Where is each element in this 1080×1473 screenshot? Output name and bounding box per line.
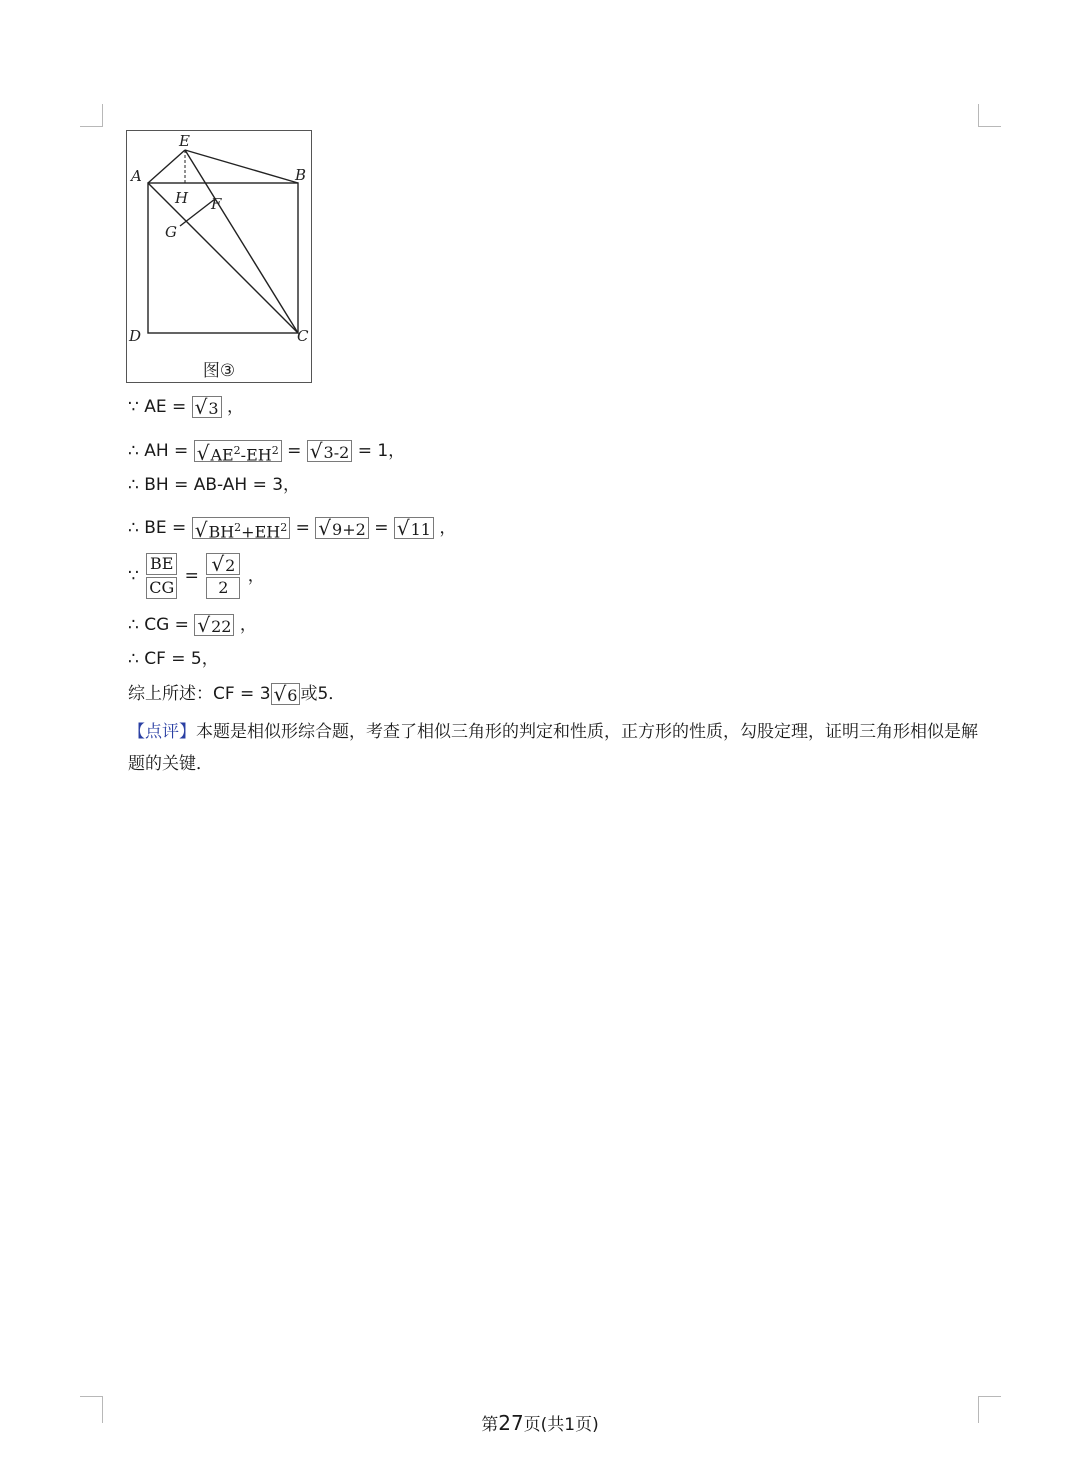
label-h: H [175,189,189,207]
line-be: ∴ BE = $√BH^2+EH^2 = √9+2 = √11$ ， [128,516,457,543]
fraction-sqrt2-2: $\frac{√2}{2}$ [206,553,240,599]
label-b: B [295,166,307,184]
line-ratio-prefix: ∵ [128,566,139,586]
comment-tag: 【点评】 [128,722,196,742]
figure-svg [127,131,311,382]
crop-mark-top-left [80,104,103,127]
sqrt-9-2: √9+2 [315,517,369,539]
radical-icon: √ [273,682,287,706]
segment-ae [148,150,185,183]
line-be-prefix: ∴ BE = [128,518,187,538]
radical-icon: √ [211,552,225,576]
line-ratio: ∵ $\frac{BE}{CG}$ = $\frac{√2}{2}$ ， [128,552,265,597]
line-summary-prefix: 综上所述：CF = 3 [128,684,271,704]
radical-icon: √ [196,441,210,466]
label-g: G [165,223,177,241]
line-ae-prefix: ∵ AE = [128,397,187,417]
radical-icon: √ [194,395,208,419]
line-ah: ∴ AH = $√AE^2-EH^2 = √3-2 = 1$， [128,439,406,466]
page-footer: 第27页(共1页) [481,1411,599,1435]
comment-paragraph [128,716,980,780]
diagonal-ac [148,183,298,333]
radical-icon: √ [318,516,332,540]
geometry-figure [126,130,312,383]
line-cg-prefix: ∴ CG = [128,615,189,635]
label-e: E [179,132,190,150]
line-ae: ∵ AE = √3 ， [128,395,244,419]
radical-icon: √ [396,516,410,540]
crop-mark-top-right [978,104,1001,127]
line-bh: ∴ BH = AB-AH = 3， [128,475,301,495]
line-cg: ∴ CG = √22 ， [128,613,257,637]
sqrt-22: √22 [194,614,234,636]
line-ah-prefix: ∴ AH = [128,441,189,461]
radical-icon: √ [309,439,323,463]
label-f: F [211,195,222,213]
label-d: D [129,327,142,345]
line-summary: 综上所述：CF = 3 √6 或5． [128,682,346,706]
fraction-be-cg: $\frac{BE}{CG}$ [146,553,177,599]
radical-icon: √ [197,613,211,637]
line-cf: ∴ CF = 5， [128,649,219,669]
sqrt-3: √3 [192,396,222,418]
label-a: A [131,167,142,185]
comment-text: 本题是相似形综合题，考查了相似三角形的判定和性质，正方形的性质，勾股定理，证明三角形相似是解题的关键． [128,722,978,774]
label-c: C [297,327,309,345]
sqrt-bh2-eh2: $√BH^2+EH^2$ [192,517,291,539]
radical-icon: √ [194,518,208,543]
page-number: 27 [498,1411,524,1435]
sqrt-3-2: √3-2 [307,440,353,462]
figure-caption: 图③ [202,361,236,381]
sqrt-ae2-eh2: $√AE^2-EH^2$ [194,440,282,462]
sqrt-11: √11 [394,517,434,539]
sqrt-6: √6 [271,683,301,705]
